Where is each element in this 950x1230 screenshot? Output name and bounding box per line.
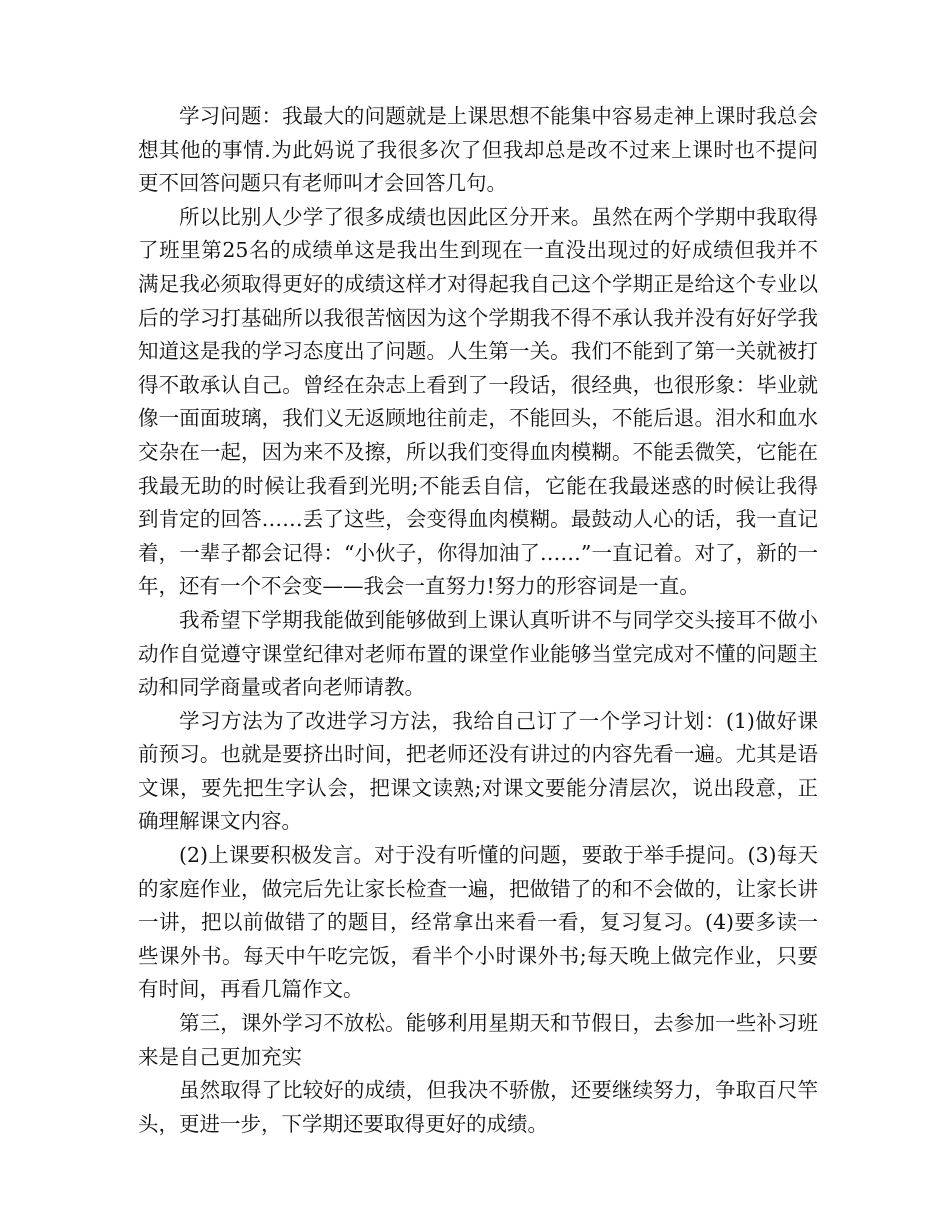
paragraph-extracurricular: 第三，课外学习不放松。能够利用星期天和节假日，去参加一些补习班来是自己更加充实 (138, 1011, 818, 1069)
paragraph-next-term-hope: 我希望下学期我能做到能够做到上课认真听讲不与同学交头接耳不做小动作自觉遵守课堂纪律对老师布置的课堂作业能够当堂完成对不懂的问题主动和同学商量或者向老师请教。 (138, 607, 818, 700)
paragraph-study-method: 学习方法为了改进学习方法，我给自己订了一个学习计划：(1)做好课前预习。也就是要挤出时间，把老师还没有讲过的内容先看一遍。尤其是语文课，要先把生字认会，把课文读熟;对课文要能分清层次，说出段意，正确理解课文内容。 (138, 708, 818, 834)
paragraph-study-plan-details: (2)上课要积极发言。对于没有听懂的问题，要敢于举手提问。(3)每天的家庭作业，做完后先让家长检查一遍，把做错了的和不会做的，让家长讲一讲，把以前做错了的题目，经常拿出来看一看，复习复习。(4)要多读一些课外书。每天中午吃完饭，看半个小时课外书;每天晚上做完作业，只要有时间，再看几篇作文。 (138, 843, 818, 1002)
paragraph-grades-reflection: 所以比别人少学了很多成绩也因此区分开来。虽然在两个学期中我取得了班里第25名的成绩单这是我出生到现在一直没出现过的好成绩但我并不满足我必须取得更好的成绩这样才对得起我自己这个学期正是给这个专业以后的学习打基础所以我很苦恼因为这个学期我不得不承认我并没有好好学我知道这是我的学习态度出了问题。人生第一关。我们不能到了第一关就被打得不敢承认自己。曾经在杂志上看到了一段话，很经典，也很形象：毕业就像一面面玻璃，我们义无返顾地往前走，不能回头，不能后退。泪水和血水交杂在一起，因为来不及擦，所以我们变得血肉模糊。不能丢微笑，它能在我最无助的时候让我看到光明;不能丢自信，它能在我最迷惑的时候让我得到肯定的回答……丢了这些，会变得血肉模糊。最鼓动人心的话，我一直记着，一辈子都会记得：“小伙子，你得加油了……”一直记着。对了，新的一年，还有一个不会变——我会一直努力!努力的形容词是一直。 (138, 204, 818, 599)
paragraph-study-problem: 学习问题：我最大的问题就是上课思想不能集中容易走神上课时我总会想其他的事情.为此妈说了我很多次了但我却总是改不过来上课时也不提问更不回答问题只有老师叫才会回答几句。 (138, 104, 818, 196)
paragraph-conclusion: 虽然取得了比较好的成绩，但我决不骄傲，还要继续努力，争取百尺竿头，更进一步，下学期还要取得更好的成绩。 (138, 1078, 818, 1136)
